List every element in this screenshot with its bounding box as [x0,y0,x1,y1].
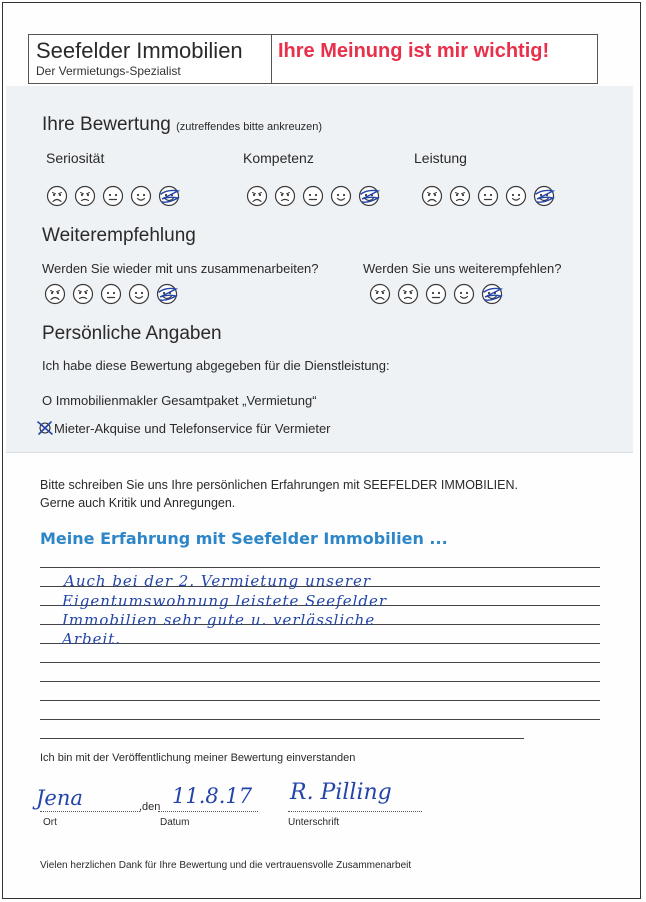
very-sad-face-icon[interactable] [421,185,443,207]
option-gesamtpaket: O Immobilienmakler Gesamtpaket „Vermietung“ [42,393,317,408]
comments-heading: Meine Erfahrung mit Seefelder Immobilien ... [40,529,448,548]
handwritten-comment-line: Arbeit. [62,630,122,648]
very-sad-face-icon[interactable] [246,185,268,207]
sad-face-icon[interactable] [74,185,96,207]
place-handwritten: Jena [36,786,83,810]
date-connector: ,den [139,801,161,813]
recommendation-title: Weiterempfehlung [42,225,196,246]
face-scale [44,283,178,305]
happy-face-icon[interactable] [453,283,475,305]
neutral-face-icon[interactable] [425,283,447,305]
category-label-seriositaet: Seriosität [46,150,105,166]
rating-title-text: Ihre Bewertung [42,114,171,135]
writing-line [40,643,600,644]
question-recommend: Werden Sie uns weiterempfehlen? [363,261,562,276]
comments-intro-line2: Gerne auch Kritik und Anregungen. [40,496,236,510]
signature-handwritten: R. Pilling [290,780,392,805]
option-mieter-akquise-label: Mieter-Akquise und Telefonservice für Vermieter [54,421,331,436]
face-scale [369,283,503,305]
writing-line [40,662,600,663]
happy-face-icon[interactable] [505,185,527,207]
brand-name: Seefelder Immobilien [36,38,243,63]
very-sad-face-icon[interactable] [46,185,68,207]
sad-face-icon[interactable] [449,185,471,207]
very-happy-face-icon[interactable] [156,283,178,305]
header-box [28,34,598,84]
handwritten-comment-line: Auch bei der 2. Vermietung unserer [64,572,372,590]
writing-line [40,719,600,720]
place-label: Ort [43,817,57,828]
very-sad-face-icon[interactable] [44,283,66,305]
very-happy-face-icon[interactable] [158,185,180,207]
rating-title [42,114,322,136]
neutral-face-icon[interactable] [302,185,324,207]
brand-tagline: Der Vermietungs-Spezialist [36,64,181,78]
face-scale [246,185,380,207]
checked-cross-mark-icon [36,420,54,436]
sad-face-icon[interactable] [397,283,419,305]
happy-face-icon[interactable] [128,283,150,305]
slogan-block [272,35,597,83]
sad-face-icon[interactable] [274,185,296,207]
writing-line [40,738,524,739]
face-scale [421,185,555,207]
footer-thanks: Vielen herzlichen Dank für Ihre Bewertung und die vertrauensvolle Zusammenarbeit [40,860,412,871]
brand-block [29,35,272,83]
handwritten-comment-line: Eigentumswohnung leistete Seefelder [62,592,388,610]
rating-hint: (zutreffendes bitte ankreuzen) [176,121,323,133]
writing-line [40,681,600,682]
comments-intro-line1: Bitte schreiben Sie uns Ihre persönlichen Erfahrungen mit SEEFELDER IMMOBILIEN. [40,478,518,492]
date-label: Datum [160,817,190,828]
signature-dotted-line [288,811,422,812]
signature-label: Unterschrift [288,817,340,828]
personal-intro: Ich habe diese Bewertung abgegeben für die Dienstleistung: [42,358,390,373]
happy-face-icon[interactable] [330,185,352,207]
slogan: Ihre Meinung ist mir wichtig! [278,40,550,62]
neutral-face-icon[interactable] [477,185,499,207]
writing-line [40,700,600,701]
personal-title: Persönliche Angaben [42,323,222,344]
neutral-face-icon[interactable] [102,185,124,207]
writing-line [40,567,600,568]
very-happy-face-icon[interactable] [481,283,503,305]
happy-face-icon[interactable] [130,185,152,207]
place-dotted-line [40,811,140,812]
face-scale [46,185,180,207]
option-mieter-akquise [36,420,331,436]
neutral-face-icon[interactable] [100,283,122,305]
date-dotted-line [158,811,258,812]
category-label-leistung: Leistung [414,150,467,166]
sad-face-icon[interactable] [72,283,94,305]
very-sad-face-icon[interactable] [369,283,391,305]
very-happy-face-icon[interactable] [358,185,380,207]
category-label-kompetenz: Kompetenz [243,150,314,166]
question-collaborate: Werden Sie wieder mit uns zusammenarbeiten? [42,261,319,276]
very-happy-face-icon[interactable] [533,185,555,207]
handwritten-comment-line: Immobilien sehr gute u. verlässliche [62,611,376,629]
date-handwritten: 11.8.17 [172,784,253,808]
consent-text: Ich bin mit der Veröffentlichung meiner Bewertung einverstanden [40,752,356,764]
